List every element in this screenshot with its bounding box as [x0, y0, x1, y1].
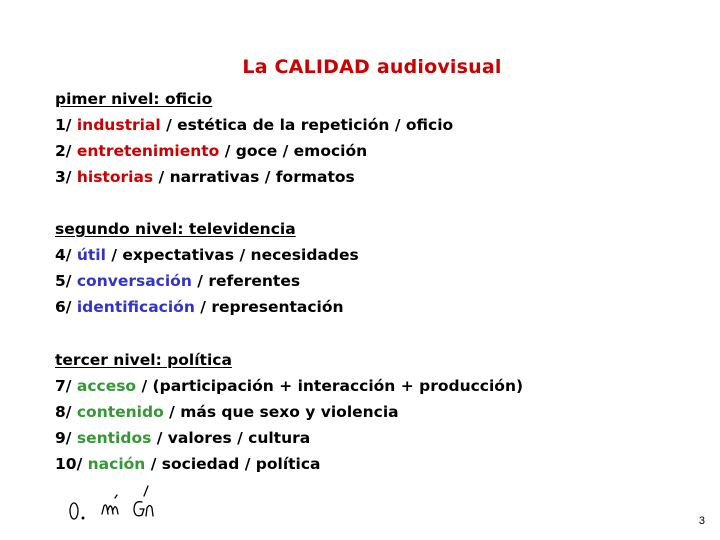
item-text: / más que sexo y violencia [163, 403, 399, 421]
list-item [55, 164, 453, 190]
slide-title: La CALIDAD audiovisual [242, 56, 502, 78]
item-text: / (participación + interacción + producción) [136, 377, 524, 395]
list-item [55, 294, 359, 320]
item-keyword: industrial [76, 116, 161, 134]
item-keyword: entretenimiento [76, 142, 220, 160]
section-oficio [55, 86, 453, 190]
item-keyword: útil [76, 246, 106, 264]
list-item [55, 399, 523, 425]
item-text: / expectativas / necesidades [105, 246, 359, 264]
item-text: / representación [194, 298, 344, 316]
item-keyword: acceso [76, 377, 137, 395]
item-number: 6/ [55, 298, 72, 316]
item-keyword: historias [76, 168, 154, 186]
list-item [55, 112, 453, 138]
item-text: / valores / cultura [151, 429, 311, 447]
item-keyword: sentidos [76, 429, 152, 447]
item-number: 5/ [55, 272, 72, 290]
item-number: 10/ [55, 455, 83, 473]
signature [62, 484, 174, 522]
item-number: 2/ [55, 142, 72, 160]
item-keyword: nación [87, 455, 146, 473]
list-item [55, 242, 359, 268]
item-number: 9/ [55, 429, 72, 447]
list-item [55, 373, 523, 399]
item-keyword: contenido [76, 403, 164, 421]
item-number: 8/ [55, 403, 72, 421]
section-heading: tercer nivel: política [55, 351, 232, 369]
list-item [55, 138, 453, 164]
item-text: / narrativas / formatos [153, 168, 355, 186]
item-number: 7/ [55, 377, 72, 395]
item-text: / referentes [191, 272, 301, 290]
list-item [55, 451, 523, 477]
item-text: / goce / emoción [219, 142, 368, 160]
item-keyword: identificación [76, 298, 195, 316]
section-televidencia [55, 216, 359, 320]
section-heading: pimer nivel: oficio [55, 90, 213, 108]
list-item [55, 268, 359, 294]
section-heading: segundo nivel: televidencia [55, 220, 296, 238]
item-number: 3/ [55, 168, 72, 186]
item-text: / sociedad / política [145, 455, 321, 473]
item-text: / estética de la repetición / oficio [160, 116, 454, 134]
item-number: 4/ [55, 246, 72, 264]
item-keyword: conversación [76, 272, 192, 290]
item-number: 1/ [55, 116, 72, 134]
section-politica [55, 347, 523, 477]
list-item [55, 425, 523, 451]
page-number: 3 [698, 515, 705, 527]
